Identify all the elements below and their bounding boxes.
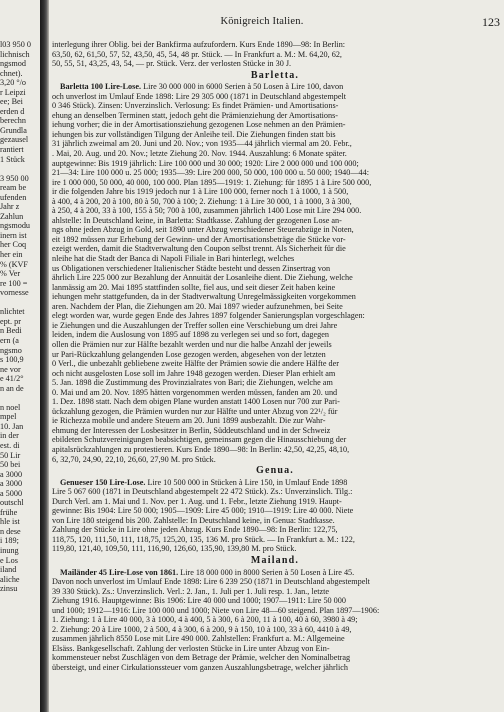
text-line: 0 Verl., die unbezahlt gebliebene zweite Hälfte der Prämien sowie die andere Hälfte der <box>52 359 339 369</box>
text-line: ie Richezza mobile und andere Steuern am 20. Juni 1899 ausbezahlt. Die zur Wahr- <box>52 416 326 426</box>
left-fragment-line: in der <box>0 431 19 441</box>
text-line-content: Lire 30 000 000 in 6000 Serien à 50 Losen à Lire 100, davon <box>141 82 344 92</box>
text-line: 1. Ziehung: 1 à Lire 40 000, 3 à 1000, 4 à 400, 5 à 300, 6 à 200, 11 à 100, 40 à 60, 3980 à 49; <box>52 615 358 625</box>
text-line: ngs ohne jeden Abzug in Gold, seit 1890 unter Abzug verschiedener Steuerabzüge in Noten, <box>52 225 354 235</box>
left-fragment-line: her Coq <box>0 240 27 250</box>
text-line: Elsäss. Bankgesellschaft. Zahlung der verlosten Stücke in Lire unter Abzug von Ein- <box>52 643 330 653</box>
left-fragment-line: inung <box>0 545 19 555</box>
text-line: ährlich Lire 225 000 zur Bezahlung der Annuität der Losanleihe dient. Die Ziehung, welche <box>52 273 353 283</box>
left-fragment-line: 3 950 00 <box>0 173 29 183</box>
text-line: 6, 32,70, 24,90, 22,10, 26,60, 27,90 M. pro Stück. <box>52 454 216 464</box>
text-line: kommensteuer nebst Zuschlägen von dem Betrage der Prämie, welcher den Nominalbetrag <box>52 653 351 663</box>
text-line: iehungen mehr stattgefunden, da in der Stadtverwaltung Unregelmässigkeiten vorgekommen <box>52 292 356 302</box>
text-line <box>52 478 498 488</box>
text-line: ollen die Prämien nur zur Hälfte bezahlt werden und nur die halbe Anzahl der jeweils <box>52 339 332 349</box>
text-line: 39 330 Stück). Zs.: Unverzinslich. Verl.: 2. Jan., 1. Juli per 1. Juli resp. 1. Jan., letzte <box>52 586 330 596</box>
text-line: lanmässig am 20. Mai 1895 stattfinden sollte, fiel aus, und seit dieser Zeit haben keine <box>52 282 336 292</box>
text-line: 5. Jan. 1898 die Zustimmung des Provinzialrates von Bari; die Ziehungen, welche am <box>52 378 333 388</box>
text-line: 0 346 Stück). Zinsen: Unverzinslich. Verlosung: Es findet Prämien- und Amortisations- <box>52 101 339 111</box>
text-line: eit 1892 müssen zur Erhebung der Gewinn- und der Amortisationsbeträge die Stücke vor- <box>52 234 346 244</box>
text-line: auptgewinne: Bis 1919 jährlich: Lire 100 000 und 30 000; 1920: Lire 2 000 000 und 100 000; <box>52 158 359 168</box>
left-fragment-line: ern (a <box>0 335 19 345</box>
left-fragment-line: r Leipzi <box>0 87 26 97</box>
left-fragment-line: chnet). <box>0 68 23 78</box>
text-line: übersteigt, und einer Cirkulationssteuer vom ganzen Auszahlungsbetrage, welcher jährlich <box>52 663 349 672</box>
text-line: ir die folgenden Jahre bis 1919 jedoch nur 1 à Lire 100 000, ferner noch 1 à 1000, 1 à 500, <box>52 187 349 197</box>
left-fragment-line: n Bedi <box>0 326 22 336</box>
left-fragment-line: e Los <box>0 555 18 565</box>
left-fragment-line: n an de <box>0 383 24 393</box>
book-gutter <box>40 0 49 712</box>
left-fragment-line: 10. Jan <box>0 421 24 431</box>
left-fragment-line: erden d <box>0 106 25 116</box>
page-header <box>52 15 500 32</box>
text-line: 0. Mai und am 20. Nov. 1895 hätten vorgenommen werden müssen, fanden am 20. und <box>52 387 338 397</box>
left-fragment-line: rantiert <box>0 145 24 155</box>
text-line: 21—34: Lire 100 000 u. 25 000; 1935—39: Lire 200 000, 50 000, 100 000 u. 50 000; 1940—44: <box>52 168 370 178</box>
text-line-content: Lire 18 000 000 in 8000 Serien à 50 Losen à Lire 45. <box>178 567 355 577</box>
text-line: 119,80, 121,40, 109,50, 111, 116,90, 126,60, 135,90, 139,80 M. pro Stück. <box>52 544 297 554</box>
text-line: ebildeten Schutzvereinigungen beabsichtigen, gemeinsam gegen die Hinausschiebung der <box>52 435 347 445</box>
left-fragment-line: lichnisch <box>0 49 30 59</box>
text-line: us Obligationen verschiedener Italienischer Städte besteht und dessen Zinsertrag von <box>52 263 331 273</box>
text-line: 31 jährlich zweimal am 20. Juni und 20. Nov.; von 1935—44 jährlich viermal am 20. Febr., <box>52 139 352 149</box>
left-fragment-line: outschl <box>0 498 24 508</box>
text-line: ie Ziehungen und die Auszahlungen der Treffer sollen eine Verschiebung um drei Jahre <box>52 320 338 330</box>
text-line: à 250, 4 à 200, 33 à 100, 155 à 50; 700 à 100, zusammen jährlich 1400 Lose mit Lire 294 000. <box>52 206 362 216</box>
text-line: zusammen jährlich 8550 Lose mit Lire 490 000. Zahlstellen: Frankfurt a. M.: Allgemeine <box>52 634 345 644</box>
text-line: och nicht ausgelosten Lose soll im Jahre 1948 gezogen werden. Dieser Plan erhielt am <box>52 368 336 378</box>
text-line: Zahlung der Stücke in Lire ohne jeden Abzug. Kurs Ende 1890—98: In Berlin: 122,75, <box>52 525 338 535</box>
left-fragment-line: 1 Stück <box>0 154 25 164</box>
text-line: von Lire 180 steigend bis 200. Zahlstelle: In Deutschland keine, in Genua: Stadtkasse. <box>52 515 335 525</box>
text-line: leiden, indem die Auslosung von 1895 auf 1898 zu verlegen sei und so fort, dagegen <box>52 330 329 340</box>
left-fragment-line: frühe <box>0 507 18 517</box>
text-line: iehungen bis zur vollständigen Tilgung der Anleihe teil. Die Ziehungen finden statt bis <box>52 129 336 139</box>
left-fragment-line: re 100 = <box>0 278 28 288</box>
text-line: interlegung ihrer Oblig. bei der Bankfirma aufzufordern. Kurs Ende 1890—98: In Berlin: <box>52 40 346 49</box>
left-fragment-line: Zahlun <box>0 211 24 221</box>
text-line <box>52 82 498 92</box>
entry-lead-mailand: Mailänder 45 Lire-Lose von 1861. <box>60 567 179 577</box>
text-line: ückzahlung gezogen, die Prämien wurden nur zur Hälfte und unter Abzug von 22¹/₂ für <box>52 406 338 416</box>
left-fragment-line: 50 Lir <box>0 450 21 460</box>
text-line: ur Pari-Rückzahlung gelangenden Lose gezogen werden, abgesehen von der letzten <box>52 349 326 359</box>
left-fragment-line <box>0 164 40 174</box>
left-fragment-line: ufenden <box>0 192 27 202</box>
running-title: Königreich Italien. <box>220 16 304 27</box>
text-line-content: Lire 10 500 000 in Stücken à Lire 150, in Umlauf Ende 1898 <box>145 477 348 487</box>
left-fragment-line: n noel <box>0 402 21 412</box>
section-heading-genua: Genua. <box>255 465 295 477</box>
left-fragment-line: hle ist <box>0 517 20 527</box>
left-fragment-line: s 100,9 <box>0 355 24 365</box>
text-line: und 1000; 1912—1916: Lire 100 000 und 1000; Niete von Lire 48—60 steigend. Plan 1897—1906: <box>52 605 380 615</box>
text-line: apitalsrückzahlungen zu protestieren. Kurs Ende 1890—98: In Berlin: 42,50, 42,25, 48,10, <box>52 444 350 454</box>
left-fragment-line: 3,20 °/o <box>0 78 27 88</box>
text-line: . Mai, 20. Aug. und 20. Nov.; letzte Ziehung 20. Nov. 1944. Auszahlung: 6 Monate später. <box>52 149 347 159</box>
text-line: Lire 5 067 600 (1871 in Deutschland abgestempelt 22 472 Stück). Zs.: Unverzinslich. Tilg.: <box>52 487 353 497</box>
left-fragment-line <box>0 298 40 308</box>
left-fragment-line: ngsmodu <box>0 221 31 231</box>
left-fragment-line: ream be <box>0 183 27 193</box>
text-line: ehmung der Interessen der Losbesitzer in Berlin, Süddeutschland und in der Schweiz <box>52 425 331 435</box>
text-line: gewinne: Bis 1904: Lire 50 000; 1905—1909: Lire 45 000; 1910—1919: Lire 40 000. Niete <box>52 506 354 516</box>
left-fragment-line: e 41/2° <box>0 374 24 384</box>
text-line: och unverlost im Umlauf Ende 1898: Lire 29 305 000 (1871 in Deutschland abgestempelt <box>52 91 347 101</box>
section-heading-mailand: Mailand. <box>250 554 300 566</box>
page-number: 123 <box>482 15 500 29</box>
left-fragment-line: Jahr z <box>0 202 20 212</box>
text-line: ire 1 000 000, 50 000, 40 000, 100 000. Plan 1895—1919: 1. Ziehung: für 1895 1 à Lire 500 000, <box>52 177 372 187</box>
left-fragment-line: ept. pr <box>0 316 21 326</box>
left-fragment-line: ngsmo <box>0 345 22 355</box>
left-fragment-line: i 189; <box>0 536 19 546</box>
text-line: 63,50, 62, 61,50, 57, 52, 43,50, 45, 54, 48 pr. Stück. — In Frankfurt a. M.: M. 64,20, 62, <box>52 49 342 59</box>
left-fragment-line: ngsmod <box>0 59 26 69</box>
text-line: ahlstelle: In Deutschland keine, in Barletta: Stadtkasse. Zahlung der gezogenen Lose an- <box>52 215 342 225</box>
left-fragment-line: mpel <box>0 412 17 422</box>
text-line: 118,75, 120, 111,50, 111, 118,75, 125,20, 135, 136 M. pro Stück. — In Frankfurt a. M.: 122, <box>52 534 355 544</box>
left-fragment-line: 50 bei <box>0 460 21 470</box>
left-fragment-line: vornesse <box>0 288 29 298</box>
left-fragment-line: a 3000 <box>0 479 23 489</box>
text-line: 1. Dez. 1898 statt. Nach dem obigen Plane wurden anstatt 1400 Losen nur 700 zur Pari- <box>52 397 340 407</box>
text-line: ezeigt werden, damit die Stadtverwaltung den Coupon selbst trennt. Als Sicherheit für die <box>52 244 346 254</box>
section-heading-barletta: Barletta. <box>250 69 300 81</box>
left-fragment-line: ne vor <box>0 364 21 374</box>
text-line: Durch Verl. am 1. Mai und 1. Nov. per 1. Aug. und 1. Febr., letzte Ziehung 1919. Haupt- <box>52 496 342 506</box>
left-fragment-line <box>0 393 40 403</box>
text-line: 2. Ziehung: 20 à Lire 1000, 2 à 500, 4 à 300, 6 à 200, 9 à 150, 10 à 100, 33 à 60, 4410 à 49, <box>52 624 352 634</box>
text-line: 50, 55, 51, 43,25, 43, 54, — pr. Stück. Verz. der verlosten Stücke in 30 J. <box>52 59 292 69</box>
left-fragment-line: her ein <box>0 250 23 260</box>
text-line: Ziehung 1916. Hauptgewinne: Bis 1906: Lire 40 000 und 1000; 1907—1911: Lire 50 000 <box>52 596 346 606</box>
left-fragment-line: n dese <box>0 526 21 536</box>
left-fragment-line: est. di <box>0 440 20 450</box>
left-fragment-line: zinsu <box>0 584 18 594</box>
left-fragment-line: iland <box>0 565 17 575</box>
left-fragment-line: % (KVF <box>0 259 28 269</box>
text-line: nleihe hat die Stadt der Banca di Napoli Filiale in Bari hinterlegt, welches <box>52 254 295 264</box>
entry-lead-genua: Genueser 150 Lire-Lose. <box>60 477 146 487</box>
left-fragment-line: a 5000 <box>0 488 23 498</box>
left-fragment-line: nlichtet <box>0 307 25 317</box>
text-line <box>52 568 498 578</box>
text-line: aren. Nachdem der Plan, die Ziehungen am 20. Mai 1897 wieder aufzunehmen, bei Seite <box>52 301 343 311</box>
left-fragment-line: % Ver <box>0 269 21 279</box>
text-line: Davon noch unverlost im Umlauf Ende 1898: Lire 6 239 250 (1871 in Deutschland abgestempelt <box>52 577 370 587</box>
left-fragment-line: aliche <box>0 574 20 584</box>
text-line: elegt worden war, wurde gegen Ende des Jahres 1897 folgender Sanierungsplan vorgeschlagen: <box>52 311 365 321</box>
text-line: ehung an denselben Terminen statt, jedoch geht die Prämienziehung der Amortisations- <box>52 110 338 120</box>
left-fragment-line: ee; Bei <box>0 97 23 107</box>
main-text-column <box>52 40 498 710</box>
previous-page-column-fragment <box>0 40 40 712</box>
left-fragment-line: inern ist <box>0 230 27 240</box>
left-fragment-line: a 3000 <box>0 469 23 479</box>
entry-lead-barletta: Barletta 100 Lire-Lose. <box>60 82 142 92</box>
left-fragment-line: gezausel <box>0 135 29 145</box>
text-line: à 400, 4 à 200, 20 à 100, 80 à 50, 700 à 100; 2. Ziehung: 1 à Lire 30 000, 1 à 1000, 3 à 300, <box>52 196 352 206</box>
left-fragment-line: l03 950 0 <box>0 40 31 49</box>
left-fragment-line: berechn <box>0 116 26 126</box>
left-fragment-line: Grundla <box>0 125 27 135</box>
text-line: iehung vorher; die in der Amortisationsziehung gezogenen Lose nehmen an den Prämien- <box>52 120 346 130</box>
